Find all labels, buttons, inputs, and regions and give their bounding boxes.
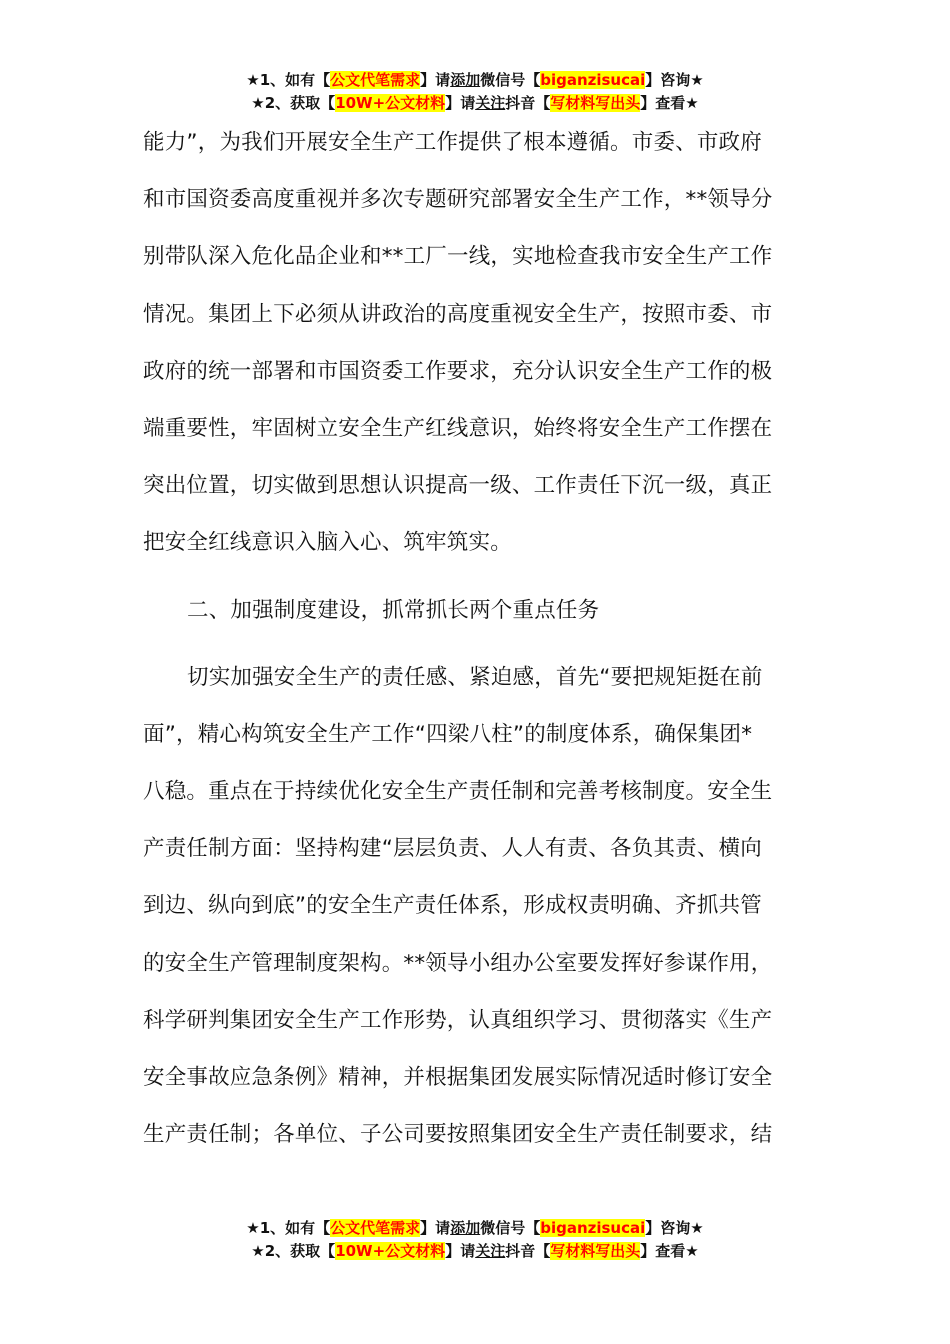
- text-line: 突出位置，切实做到思想认识提高一级、工作责任下沉一级，真正: [143, 473, 773, 499]
- banner-highlight-douyin-account: 写材料写出头: [550, 1242, 641, 1260]
- banner-text: 】请: [420, 71, 451, 89]
- banner-text: 抖音【: [505, 1242, 551, 1260]
- banner-text: 】查看★: [640, 94, 699, 112]
- text-line: 产责任制方面：坚持构建“层层负责、人人有责、各负其责、横向: [143, 836, 762, 862]
- banner-highlight-douyin-account: 写材料写出头: [550, 94, 641, 112]
- banner-text: 抖音【: [505, 94, 551, 112]
- text-line: 和市国资委高度重视并多次专题研究部署安全生产工作，**领导分: [143, 187, 773, 213]
- banner-text: 】咨询★: [645, 71, 704, 89]
- bottom-banner: [0, 1217, 950, 1263]
- text-line: 把安全红线意识入脑入心、筑牢筑实。: [143, 530, 512, 556]
- banner-text: ★2、获取【: [251, 1242, 336, 1260]
- banner-line-1: [0, 69, 950, 92]
- text-line: 到边、纵向到底”的安全生产责任体系，形成权责明确、齐抓共管: [143, 893, 762, 919]
- banner-text: ★1、如有【: [246, 71, 331, 89]
- text-line: 能力”，为我们开展安全生产工作提供了根本遵循。市委、市政府: [143, 130, 762, 155]
- document-body: [143, 114, 808, 1163]
- banner-underlined: 添加: [450, 1219, 481, 1237]
- text-line: 八稳。重点在于持续优化安全生产责任制和完善考核制度。安全生: [143, 779, 773, 805]
- banner-highlight-wechat-id: biganzisucai: [540, 1219, 646, 1237]
- banner-highlight-service: 公文代笔需求: [330, 1219, 421, 1237]
- banner-text: ★1、如有【: [246, 1219, 331, 1237]
- text-line: 政府的统一部署和市国资委工作要求，充分认识安全生产工作的极: [143, 358, 773, 384]
- banner-underlined: 添加: [450, 71, 481, 89]
- banner-highlight-wechat-id: biganzisucai: [540, 71, 646, 89]
- text-line: 切实加强安全生产的责任感、紧迫感，首先“要把规矩挺在前: [187, 664, 763, 690]
- paragraph-gap: [143, 572, 808, 582]
- banner-text: 微信号【: [480, 1219, 541, 1237]
- text-line: 安全事故应急条例》精神，并根据集团发展实际情况适时修订安全: [143, 1065, 773, 1090]
- text-line: 端重要性，牢固树立安全生产红线意识，始终将安全生产工作摆在: [143, 415, 773, 441]
- banner-text: 】请: [445, 94, 476, 112]
- banner-text: 】请: [445, 1242, 476, 1260]
- text-line: 情况。集团上下必须从讲政治的高度重视安全生产，按照市委、市: [143, 301, 773, 327]
- banner-line-2: [0, 92, 950, 115]
- top-banner: [0, 69, 950, 115]
- text-line: 别带队深入危化品企业和**工厂一线，实地检查我市安全生产工作: [143, 244, 773, 270]
- text-line: 科学研判集团安全生产工作形势，认真组织学习、贯彻落实《生产: [143, 1007, 773, 1033]
- banner-line-2: [0, 1240, 950, 1263]
- banner-underlined: 关注: [475, 1242, 506, 1260]
- banner-text: 微信号【: [480, 71, 541, 89]
- banner-highlight-materials: 10W+公文材料: [335, 94, 446, 112]
- text-line: 的安全生产管理制度架构。**领导小组办公室要发挥好参谋作用，: [143, 950, 773, 976]
- paragraph-2: [143, 649, 808, 1164]
- paragraph-gap: [143, 639, 808, 649]
- paragraph-1: [143, 114, 808, 572]
- banner-highlight-materials: 10W+公文材料: [335, 1242, 446, 1260]
- text-line: 面”，精心构筑安全生产工作“四梁八柱”的制度体系，确保集团*: [143, 721, 753, 747]
- banner-underlined: 关注: [475, 94, 506, 112]
- banner-text: 】请: [420, 1219, 451, 1237]
- banner-text: ★2、获取【: [251, 94, 336, 112]
- banner-highlight-service: 公文代笔需求: [330, 71, 421, 89]
- banner-line-1: [0, 1217, 950, 1240]
- banner-text: 】咨询★: [645, 1219, 704, 1237]
- text-line: 生产责任制；各单位、子公司要按照集团安全生产责任制要求，结: [143, 1122, 773, 1148]
- banner-text: 】查看★: [640, 1242, 699, 1260]
- section-heading: 二、加强制度建设，抓常抓长两个重点任务: [187, 597, 600, 623]
